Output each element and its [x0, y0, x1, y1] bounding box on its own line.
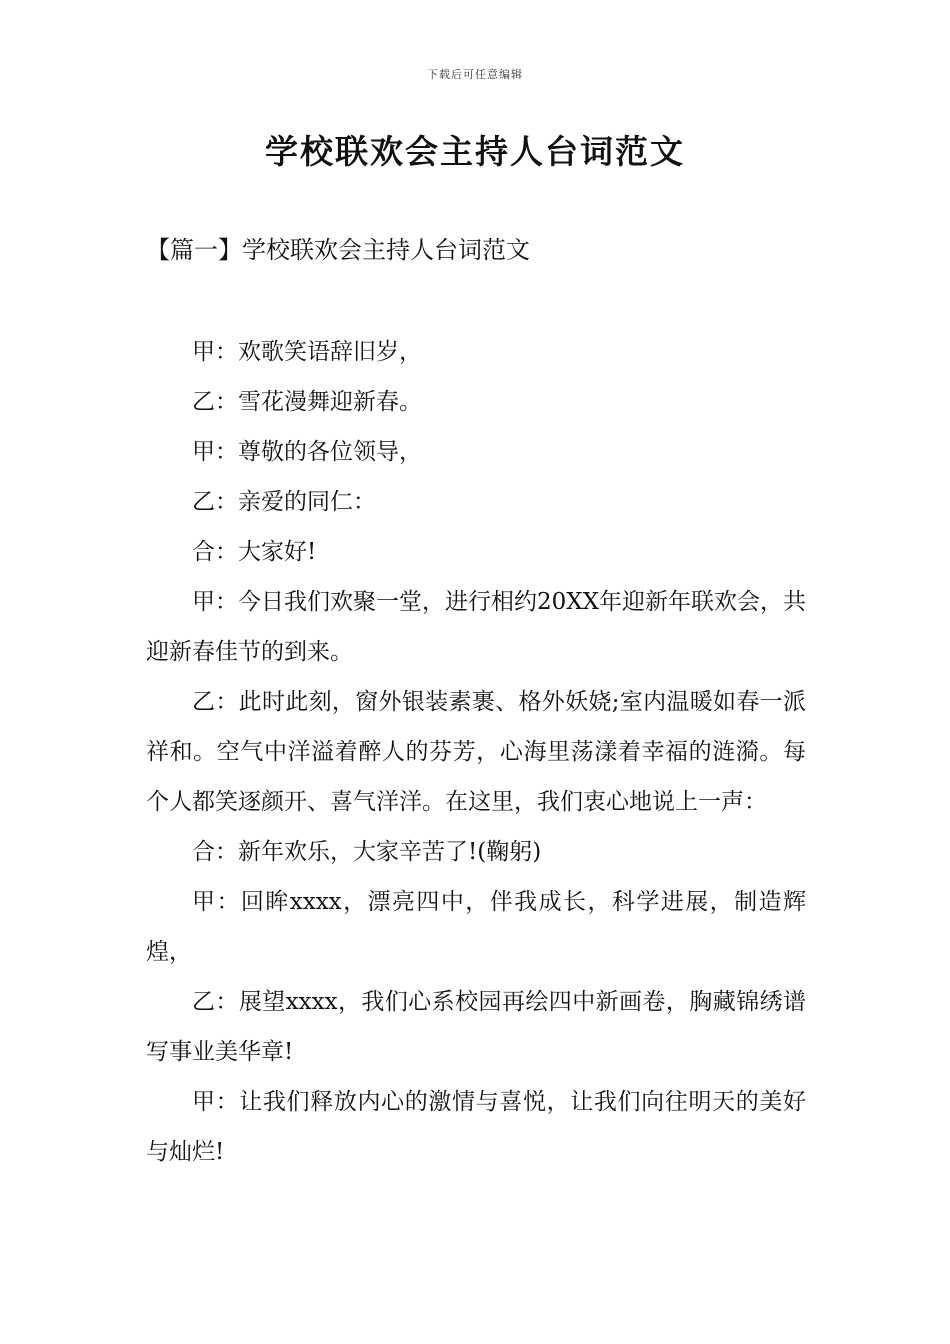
paragraph-5: 合：大家好! [192, 539, 317, 565]
paragraph-11: 甲：让我们释放内心的激情与喜悦，让我们向往明天的美好与灿烂! [146, 1089, 806, 1165]
paragraph-1: 甲：欢歌笑语辞旧岁， [192, 339, 422, 365]
paragraph-6: 甲：今日我们欢聚一堂，进行相约20XX年迎新年联欢会，共迎新春佳节的到来。 [146, 589, 807, 665]
document-body [146, 327, 806, 1177]
page-header-note: 下载后可任意编辑 [427, 68, 523, 81]
section-heading: 【篇一】学校联欢会主持人台词范文 [146, 236, 530, 264]
paragraph-2: 乙：雪花漫舞迎新春。 [192, 389, 422, 415]
paragraph-3: 甲：尊敬的各位领导， [192, 439, 422, 465]
paragraph-7: 乙：此时此刻，窗外银装素裹、格外妖娆;室内温暖如春一派祥和。空气中洋溢着醉人的芬芳，心海里荡漾着幸福的涟漪。每个人都笑逐颜开、喜气洋洋。在这里，我们衷心地说上一声： [146, 689, 806, 815]
paragraph-4: 乙：亲爱的同仁： [192, 489, 376, 515]
paragraph-8: 合：新年欢乐，大家辛苦了!(鞠躬) [192, 839, 542, 865]
document-title: 学校联欢会主持人台词范文 [265, 132, 685, 171]
paragraph-9: 甲：回眸xxxx，漂亮四中，伴我成长，科学进展，制造辉煌， [146, 889, 806, 965]
paragraph-10: 乙：展望xxxx，我们心系校园再绘四中新画卷，胸藏锦绣谱写事业美华章! [146, 989, 806, 1065]
